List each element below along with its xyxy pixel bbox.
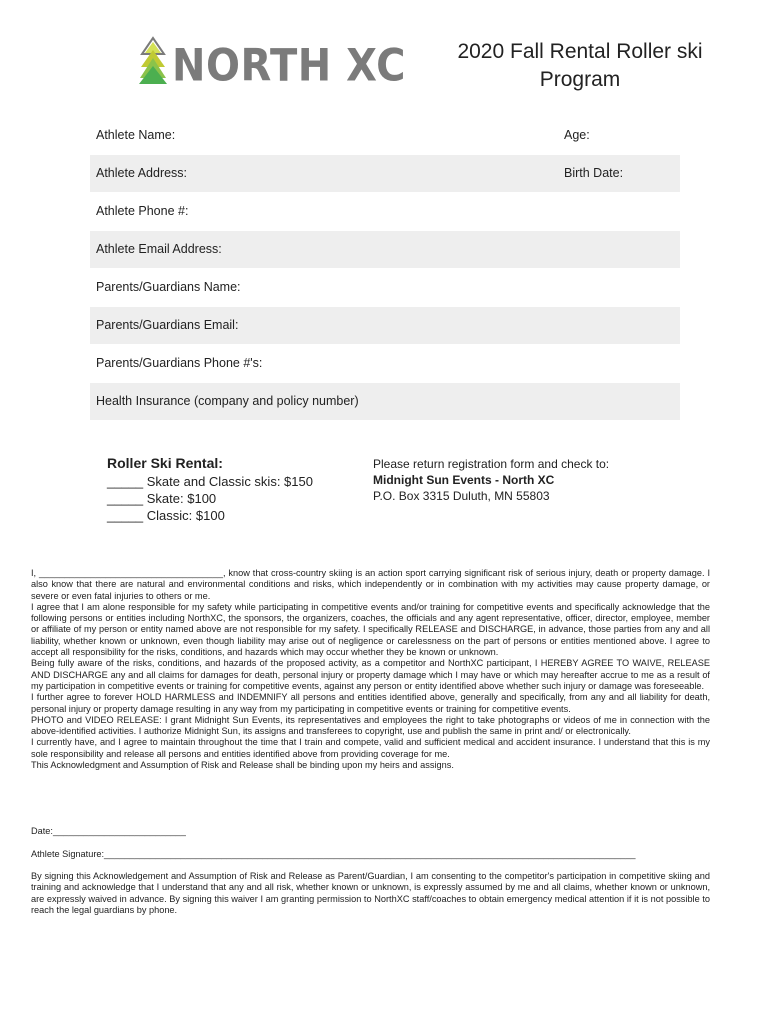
return-address: P.O. Box 3315 Duluth, MN 55803 [373,489,550,503]
health-insurance-field[interactable] [90,383,680,420]
health-insurance-label: Health Insurance (company and policy number) [96,394,359,408]
return-info [373,456,609,504]
rental-options [107,455,313,524]
guardian-phone-label: Parents/Guardians Phone #'s: [96,356,263,370]
waiver-paragraph: This Acknowledgment and Assumption of Risk and Release shall be binding upon my heirs and assigns. [31,760,454,771]
date-line[interactable]: Date:__________________________ [31,826,186,836]
north-xc-logo [138,36,406,92]
athlete-address-label: Athlete Address: [96,166,188,180]
athlete-email-field[interactable] [90,231,680,268]
rental-title: Roller Ski Rental: [107,455,223,471]
age-label: Age: [564,128,590,142]
guardian-phone-field[interactable] [90,345,680,382]
title-line-2: Program [539,68,621,91]
athlete-phone-label: Athlete Phone #: [96,204,189,218]
athlete-name-label: Athlete Name: [96,128,176,142]
waiver-paragraph: I further agree to forever HOLD HARMLESS and INDEMNIFY all persons and entities identified above, generally and specifically, from any and all liability for death, personal injury or property damage resulting in any way from my participating in competitive events or training for competitive events. [31,692,710,714]
waiver-text [31,568,710,771]
guardian-name-field[interactable] [90,269,680,306]
title-line-1: 2020 Fall Rental Roller ski [457,40,703,63]
rental-option-skate: _____ Skate: $100 [107,491,217,506]
logo-text: NORTH XC [172,40,406,92]
guardian-name-label: Parents/Guardians Name: [96,280,241,294]
waiver-paragraph: I, ____________________________________, know that cross-country skiing is an action sport carrying significant risk of serious injury, death or property damage. I also know that there are natural and environmental conditions and risks, which independently or in combination with my activities may cause property damage, or severe or even fatal injuries to others or me. [31,568,710,601]
athlete-email-label: Athlete Email Address: [96,242,222,256]
waiver-paragraph: PHOTO and VIDEO RELEASE: I grant Midnight Sun Events, its representatives and employees the right to take photographs or videos of me in connection with the above-identified activities. I authorize Midnight Sun, its assigns and transferees to copyright, use and publish the same in print and/ or electronically. [31,714,710,737]
tree-icon [138,36,168,88]
athlete-address-field[interactable] [90,155,680,192]
athlete-name-field[interactable] [90,117,680,154]
waiver-paragraph: I currently have, and I agree to maintain throughout the time that I train and compete, valid and sufficient medical and accident insurance. I understand that this is my sole responsibility and release all persons and entities identified above from providing coverage for me. [31,737,710,759]
return-instructions: Please return registration form and check to: [373,457,610,471]
birth-date-label: Birth Date: [564,166,624,180]
waiver-paragraph: I agree that I am alone responsible for my safety while participating in competitive events and/or training for competitive events and specifically acknowledge that the following persons or entities including NorthXC, the sponsors, the organizers, coaches, the officials and any agent representative, officer, director, employee, member or affiliate of my person or entity named above are not responsible for my safety. I specifically RELEASE and DISCHARGE, in advance, those parties from any and all liability, whether known or unknown, even though liability may arise out of negligence or carelessness on the part of persons or entities mentioned above. I agree to accept all responsibility for the risks, conditions, and hazards which may occur whether they be known or unknown. [31,601,710,658]
athlete-phone-field[interactable] [90,193,680,230]
guardian-consent-text: By signing this Acknowledgement and Assumption of Risk and Release as Parent/Guardian, I am consenting to the competitor's participation in competitive skiing and training and acknowledge that I understand that any and all risk, whether known or unknown, is expressly assumed by me and all claims, whether known or unknown, are expressly waived in advance. By signing this waiver I am granting permission to NorthXC staff/coaches to obtain emergency medical attention if it is not possible to reach the legal guardians by phone. [31,871,710,915]
athlete-signature-line[interactable]: Athlete Signature:________________________________________________________________________________________________________ [31,849,636,859]
return-recipient: Midnight Sun Events - North XC [373,473,555,487]
form-title [430,38,730,94]
guardian-email-label: Parents/Guardians Email: [96,318,239,332]
rental-option-skate-classic: _____ Skate and Classic skis: $150 [107,474,313,489]
guardian-email-field[interactable] [90,307,680,344]
waiver-paragraph: Being fully aware of the risks, conditions, and hazards of the proposed activity, as a competitor and NorthXC participant, I HEREBY AGREE TO WAIVE, RELEASE AND DISCHARGE any and all claims for damages for death, personal injury or property damage which I may have or which may hereafter accrue to me as a result of my participation in competitive events or training for competitive events, against any person or entity identified above whether such injury or damage was foreseeable. [31,658,710,691]
rental-option-classic: _____ Classic: $100 [107,508,225,523]
